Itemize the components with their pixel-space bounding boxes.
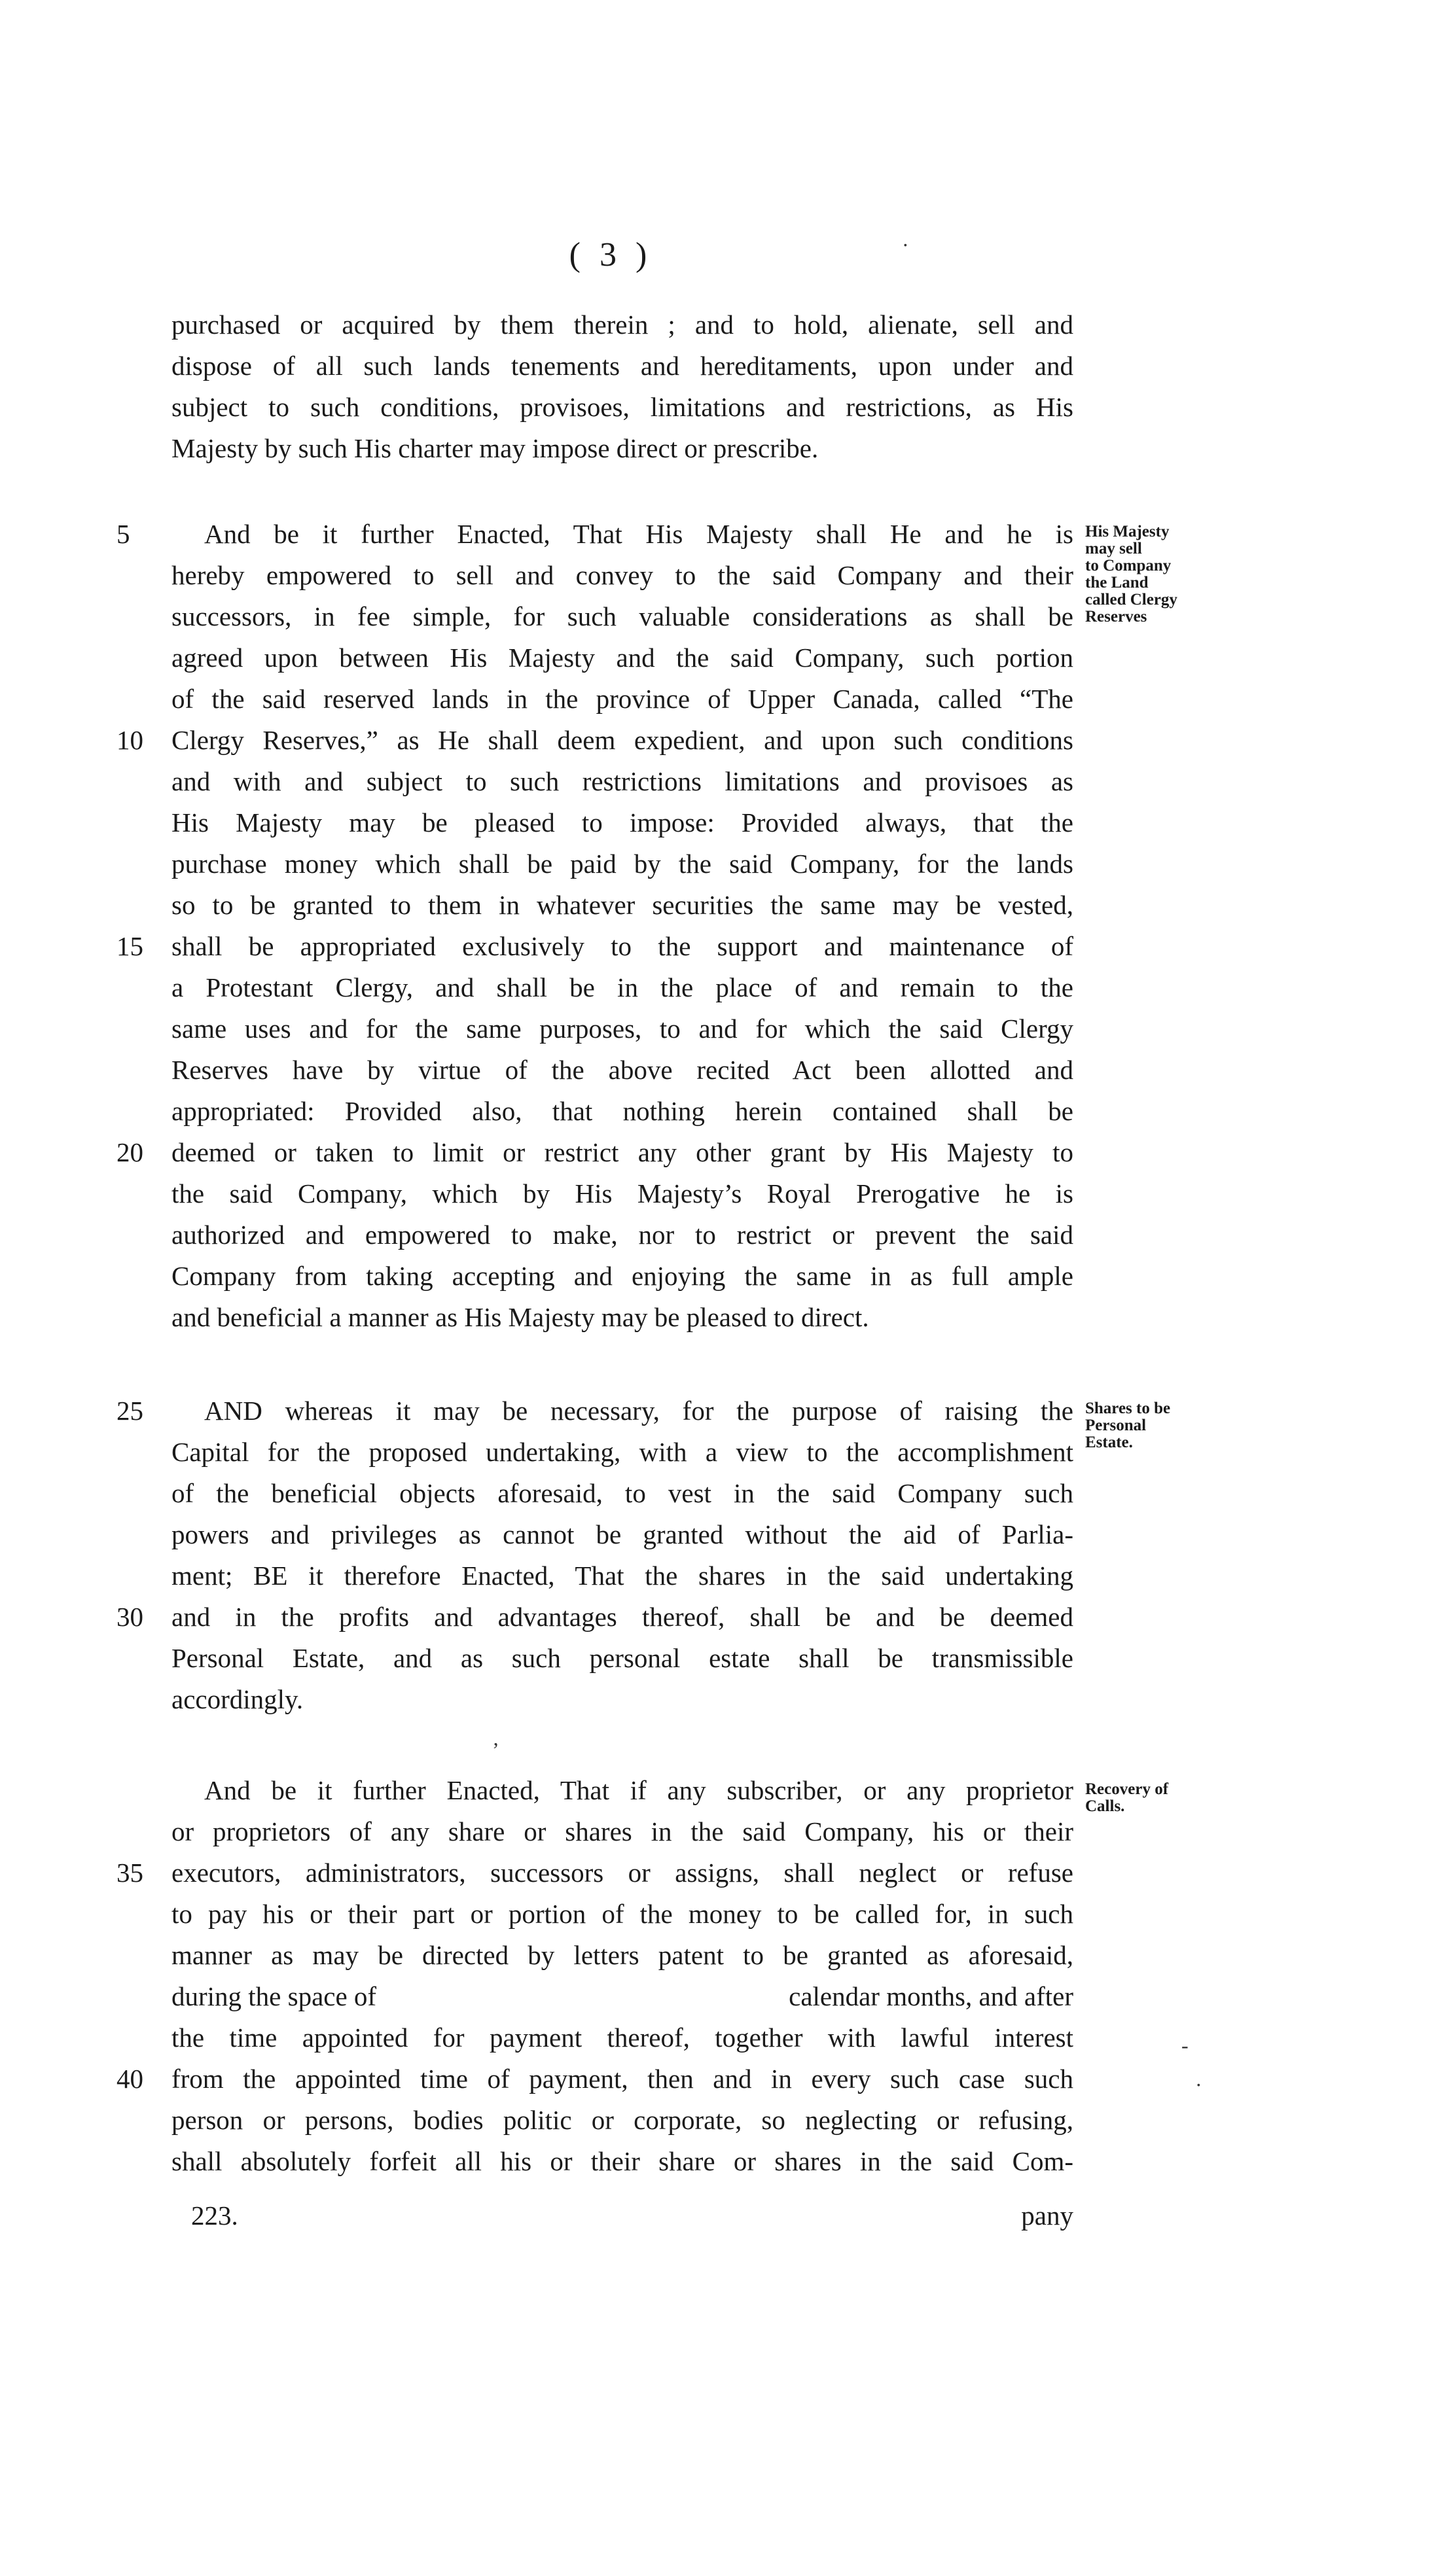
margin-note-line: to Company	[1085, 557, 1172, 574]
margin-note-recovery	[1085, 1781, 1242, 1815]
text-line: and beneficial a manner as His Majesty may be pleased to direct.	[171, 1302, 869, 1332]
line-number: 30	[117, 1602, 143, 1632]
page-footer	[171, 2197, 1073, 2234]
text-line: so to be granted to them in whatever securities the same may be vested,	[171, 890, 1073, 920]
margin-note-line: Recovery of	[1085, 1780, 1169, 1798]
line-number: 40	[117, 2064, 143, 2094]
text-line: the said Company, which by His Majesty’s Royal Prerogative he is	[171, 1178, 1073, 1209]
margin-note-line: the Land	[1085, 574, 1149, 591]
text-line: Company from taking accepting and enjoying the same in as full ample	[171, 1261, 1073, 1291]
margin-note-shares	[1085, 1400, 1242, 1451]
print-speck: ·	[1195, 2073, 1202, 2096]
text-line: And be it further Enacted, That if any subscriber, or any proprietor	[204, 1775, 1073, 1805]
line-number: 5	[117, 519, 130, 549]
text-line: and in the profits and advantages thereof, shall be and be deemed	[171, 1602, 1073, 1632]
margin-note-line: may sell	[1085, 540, 1142, 557]
text-line: manner as may be directed by letters patent to be granted as aforesaid,	[171, 1940, 1073, 1970]
line-number: 10	[117, 725, 143, 755]
signature-mark: 223.	[191, 2200, 238, 2231]
text-line: from the appointed time of payment, then and in every such case such	[171, 2064, 1073, 2094]
text-line: And be it further Enacted, That His Majesty shall He and he is	[204, 519, 1073, 549]
text-line: and with and subject to such restrictions limitations and provisoes as	[171, 766, 1073, 796]
margin-note-line: Reserves	[1085, 608, 1147, 626]
margin-note-line: His Majesty	[1085, 523, 1170, 540]
text-line: of the said reserved lands in the province of Upper Canada, called “The	[171, 684, 1073, 714]
text-line: AND whereas it may be necessary, for the purpose of raising the	[204, 1396, 1073, 1426]
text-line: successors, in fee simple, for such valuable considerations as shall be	[171, 601, 1073, 631]
text-line: accordingly.	[171, 1684, 304, 1714]
text-line: shall absolutely forfeit all his or their share or shares in the said Com-	[171, 2146, 1073, 2176]
text-line: His Majesty may be pleased to impose: Provided always, that the	[171, 807, 1073, 838]
text-line: executors, administrators, successors or assigns, shall neglect or refuse	[171, 1858, 1073, 1888]
text-line: shall be appropriated exclusively to the support and maintenance of	[171, 931, 1073, 961]
text-line: same uses and for the same purposes, to and for which the said Clergy	[171, 1014, 1073, 1044]
text-line: Clergy Reserves,” as He shall deem expedient, and upon such conditions	[171, 725, 1073, 755]
text-line-blank-end: calendar months, and after	[789, 1981, 1073, 2011]
print-speck: -	[1181, 2034, 1189, 2057]
text-line: purchased or acquired by them therein ; and to hold, alienate, sell and	[171, 309, 1073, 340]
catchword: pany	[1021, 2200, 1073, 2231]
line-number: 15	[117, 931, 143, 961]
text-line: Reserves have by virtue of the above recited Act been allotted and	[171, 1055, 1073, 1085]
text-line: agreed upon between His Majesty and the said Company, such portion	[171, 643, 1073, 673]
margin-note-clergy-reserves	[1085, 523, 1242, 626]
print-speck: ’	[492, 1738, 499, 1761]
text-line: purchase money which shall be paid by the said Company, for the lands	[171, 849, 1073, 879]
text-line: Personal Estate, and as such personal estate shall be transmissible	[171, 1643, 1073, 1673]
line-number: 35	[117, 1858, 143, 1888]
margin-note-line: Shares to be	[1085, 1400, 1171, 1417]
text-line: authorized and empowered to make, nor to restrict or prevent the said	[171, 1220, 1073, 1250]
margin-note-line: called Clergy	[1085, 591, 1177, 609]
line-number: 25	[117, 1396, 143, 1426]
text-line: of the beneficial objects aforesaid, to vest in the said Company such	[171, 1478, 1073, 1508]
text-line: powers and privileges as cannot be granted without the aid of Parlia-	[171, 1519, 1073, 1549]
text-line: the time appointed for payment thereof, together with lawful interest	[171, 2022, 1073, 2053]
text-line: appropriated: Provided also, that nothing herein contained shall be	[171, 1096, 1073, 1126]
text-line: Majesty by such His charter may impose direct or prescribe.	[171, 433, 819, 463]
text-line: deemed or taken to limit or restrict any other grant by His Majesty to	[171, 1137, 1073, 1167]
text-line: person or persons, bodies politic or corporate, so neglecting or refusing,	[171, 2105, 1073, 2135]
margin-note-line: Calls.	[1085, 1797, 1125, 1815]
text-line: to pay his or their part or portion of the money to be called for, in such	[171, 1899, 1073, 1929]
line-number: 20	[117, 1137, 143, 1167]
text-line-blank-start: during the space of	[171, 1981, 377, 2011]
print-speck: ·	[902, 233, 909, 256]
text-line: subject to such conditions, provisoes, limitations and restrictions, as His	[171, 392, 1073, 422]
page-number: ( 3 )	[569, 236, 653, 273]
text-line: ment; BE it therefore Enacted, That the shares in the said undertaking	[171, 1561, 1073, 1591]
text-line: Capital for the proposed undertaking, with a view to the accomplishment	[171, 1437, 1073, 1467]
margin-note-line: Estate.	[1085, 1434, 1133, 1451]
text-line: or proprietors of any share or shares in the said Company, his or their	[171, 1816, 1073, 1846]
text-line: hereby empowered to sell and convey to the said Company and their	[171, 560, 1073, 590]
margin-note-line: Personal	[1085, 1417, 1147, 1434]
text-line: a Protestant Clergy, and shall be in the place of and remain to the	[171, 972, 1073, 1002]
text-line: dispose of all such lands tenements and hereditaments, upon under and	[171, 351, 1073, 381]
